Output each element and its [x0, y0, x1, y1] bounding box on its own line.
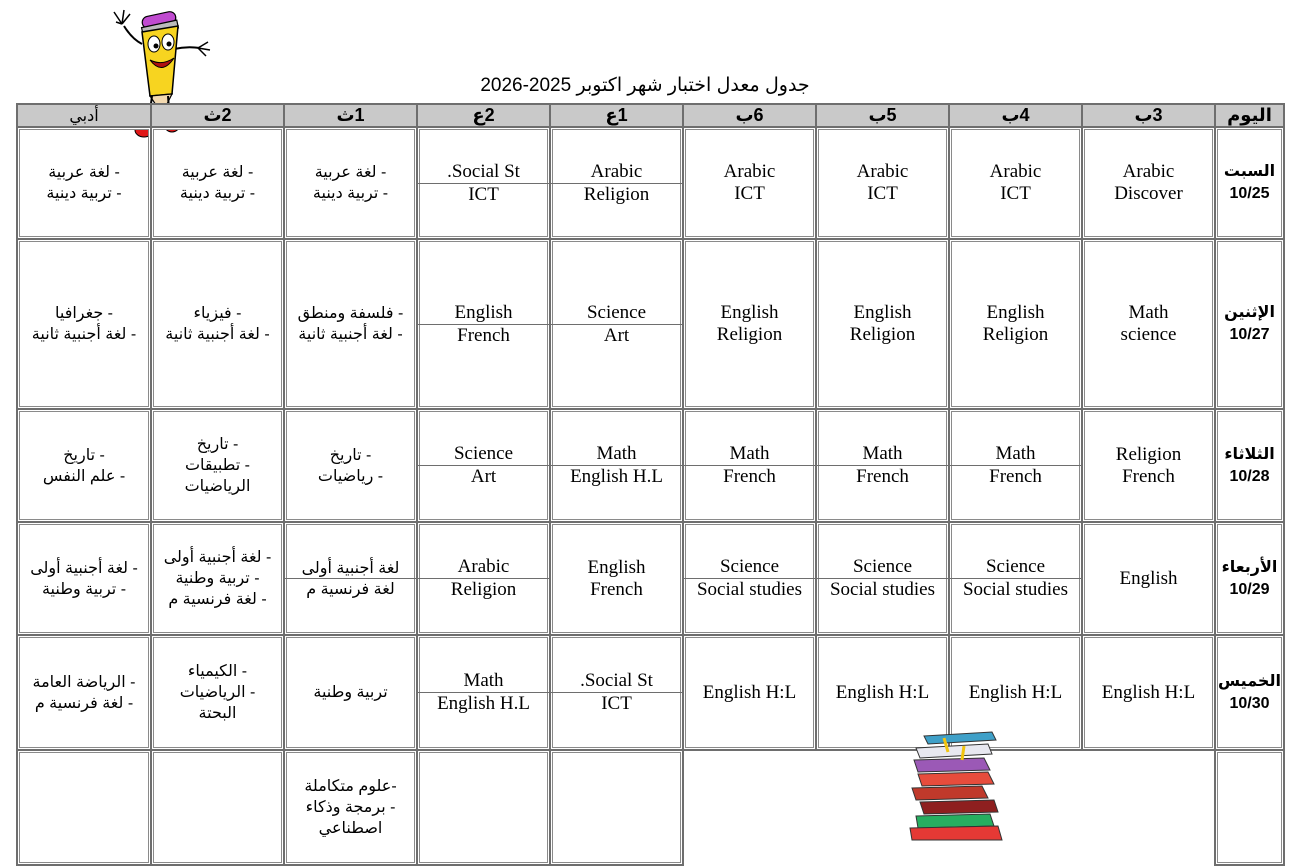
- subject: - لغة أجنبية ثانية: [298, 326, 403, 343]
- cell-1t: [284, 239, 417, 409]
- cell-6b: [683, 522, 816, 635]
- day-name: السبت: [1223, 163, 1276, 180]
- subject: ICT: [867, 183, 898, 204]
- cell-2t: [151, 409, 284, 522]
- subject: -علوم متكاملة: [304, 778, 397, 795]
- subject: Science: [684, 556, 815, 579]
- cell-1a: [550, 635, 683, 750]
- subject: Math: [817, 443, 948, 466]
- day-name: الإثنين: [1224, 304, 1275, 321]
- cell-2a: [417, 409, 550, 522]
- cell-1t: [284, 750, 417, 865]
- table-row: [17, 409, 1284, 522]
- subject: - رياضيات: [317, 467, 384, 485]
- subject: لغة فرنسية م: [306, 581, 395, 598]
- cell-1t: [284, 635, 417, 750]
- subject: - لغة فرنسية م: [168, 591, 267, 608]
- subject: Math: [551, 443, 682, 466]
- cell-3b: [1082, 239, 1215, 409]
- cell-5b: [816, 409, 949, 522]
- subject: Arabic: [1122, 161, 1175, 182]
- page-title: جدول معدل اختبار شهر اكتوبر 2025-2026: [480, 75, 810, 96]
- subject: - جغرافيا: [54, 305, 113, 322]
- cell-6b: [683, 409, 816, 522]
- subject: French: [457, 324, 510, 346]
- subject: - برمجة وذكاء: [305, 799, 396, 816]
- header-2a: 2ع: [417, 104, 550, 127]
- header-6b: 6ب: [683, 104, 816, 127]
- subject: Art: [603, 324, 630, 346]
- subject: French: [1122, 465, 1175, 487]
- cell-1a: [550, 750, 683, 865]
- subject: Arabic: [989, 161, 1042, 182]
- subject: Social studies: [696, 579, 803, 600]
- subject: - لغة فرنسية م: [34, 694, 134, 712]
- cell-adabi: [17, 635, 151, 750]
- table-row: [17, 239, 1284, 409]
- day-date: 10/25: [1229, 185, 1270, 202]
- cell-4b: [949, 127, 1082, 239]
- day-cell: [1215, 750, 1284, 865]
- subject: Science: [817, 556, 948, 579]
- subject: الرياضيات: [184, 478, 251, 495]
- day-cell: [1215, 239, 1284, 409]
- cell-3b: [1082, 522, 1215, 635]
- cell-4b: [949, 522, 1082, 635]
- subject: - لغة أجنبية ثانية: [31, 326, 137, 343]
- subject: Arabic: [723, 161, 776, 182]
- table-row: [17, 635, 1284, 750]
- cell-adabi: [17, 522, 151, 635]
- subject: البحتة: [198, 705, 237, 722]
- day-date: 10/29: [1229, 580, 1270, 598]
- subject: Math: [950, 443, 1081, 466]
- subject: Arabic: [856, 161, 909, 182]
- subject: لغة أجنبية أولى: [285, 558, 416, 579]
- subject: English: [1119, 567, 1178, 589]
- header-4b: 4ب: [949, 104, 1082, 127]
- table-row: [17, 127, 1284, 239]
- subject: ICT: [468, 183, 499, 205]
- cell-adabi: [17, 750, 151, 865]
- subject: - فيزياء: [193, 305, 242, 322]
- day-cell: [1215, 127, 1284, 239]
- subject: تربية وطنية: [313, 684, 388, 701]
- subject: ICT: [601, 693, 632, 714]
- cell-4b: [949, 409, 1082, 522]
- header-2t: 2ث: [151, 104, 284, 127]
- subject: Religion: [982, 324, 1049, 345]
- subject: - لغة أجنبية أولى: [30, 559, 138, 577]
- cell-2a: [417, 750, 550, 865]
- header-1t: 1ث: [284, 104, 417, 127]
- subject: Discover: [1114, 183, 1183, 204]
- header-row: [17, 104, 1284, 127]
- subject: - لغة عربية: [314, 164, 387, 181]
- subject: - تاريخ: [329, 446, 372, 464]
- subject: French: [989, 466, 1042, 487]
- subject: Religion: [583, 183, 650, 205]
- subject: Science: [418, 443, 549, 466]
- subject: - لغة عربية: [48, 164, 120, 181]
- cell-3b: [1082, 635, 1215, 750]
- cell-1a: [550, 127, 683, 239]
- cell-adabi: [17, 127, 151, 239]
- subject: - الرياضة العامة: [32, 673, 136, 691]
- exam-schedule-table: [16, 103, 1285, 866]
- subject: - تاريخ: [63, 446, 105, 464]
- subject: - تربية دينية: [179, 185, 256, 202]
- subject: English H:L: [702, 681, 797, 703]
- cell-1a: [550, 522, 683, 635]
- subject: Arabic: [551, 161, 682, 184]
- table-row: [17, 750, 1284, 865]
- subject: Social St.: [551, 670, 682, 693]
- subject: Science: [551, 302, 682, 325]
- subject: Social studies: [962, 579, 1069, 600]
- subject: English H.L: [570, 466, 663, 487]
- subject: Religion: [716, 324, 783, 345]
- subject: Religion: [1115, 443, 1182, 465]
- day-cell: [1215, 635, 1284, 750]
- day-name: الثلاثاء: [1224, 445, 1275, 463]
- subject: اصطناعي: [318, 820, 383, 837]
- subject: - الرياضيات: [179, 684, 256, 701]
- subject: English: [986, 302, 1045, 323]
- day-date: 10/28: [1229, 467, 1270, 485]
- subject: Math: [418, 670, 549, 693]
- subject: English: [720, 302, 779, 323]
- subject: Social studies: [829, 579, 936, 600]
- subject: science: [1120, 324, 1177, 345]
- subject: - تاريخ: [196, 436, 239, 453]
- cell-2t: [151, 127, 284, 239]
- subject: English: [587, 556, 646, 578]
- books-stack-icon: [904, 730, 1014, 842]
- cell-2t: [151, 635, 284, 750]
- subject: English H:L: [1101, 681, 1196, 703]
- subject: Religion: [849, 324, 916, 345]
- day-name: الأربعاء: [1221, 558, 1278, 576]
- subject: - تطبيقات: [184, 457, 251, 474]
- subject: - لغة عربية: [181, 164, 254, 181]
- subject: English H:L: [968, 681, 1063, 703]
- subject: French: [856, 466, 909, 487]
- cell-1a: [550, 239, 683, 409]
- subject: Social St.: [418, 161, 549, 184]
- cell-5b: [816, 522, 949, 635]
- cell-adabi: [17, 409, 151, 522]
- header-adabi: أدبي: [17, 104, 151, 127]
- day-name: الخميس: [1218, 672, 1281, 690]
- subject: - تربية وطنية: [175, 570, 260, 587]
- subject: Arabic: [418, 556, 549, 579]
- cell-6b: [683, 127, 816, 239]
- cell-2t: [151, 239, 284, 409]
- day-date: 10/30: [1229, 694, 1270, 712]
- subject: - الكيمياء: [187, 663, 248, 680]
- subject: Math: [684, 443, 815, 466]
- day-date: 10/27: [1229, 326, 1270, 343]
- subject: English H:L: [835, 681, 930, 703]
- cell-6b: [683, 239, 816, 409]
- subject: French: [590, 578, 643, 600]
- table-row: [17, 522, 1284, 635]
- subject: English: [418, 302, 549, 325]
- header-1a: 1ع: [550, 104, 683, 127]
- subject: - علم النفس: [42, 467, 126, 485]
- cell-2a: [417, 239, 550, 409]
- cell-1t: [284, 522, 417, 635]
- cell-3b: [1082, 127, 1215, 239]
- cell-2t: [151, 522, 284, 635]
- cell-1a: [550, 409, 683, 522]
- cell-2t: [151, 750, 284, 865]
- cell-1t: [284, 409, 417, 522]
- subject: - تربية وطنية: [41, 580, 127, 598]
- subject: - تربية دينية: [46, 185, 122, 202]
- day-cell: [1215, 522, 1284, 635]
- subject: English H.L: [437, 693, 530, 714]
- subject: - لغة أجنبية أولى: [163, 549, 272, 566]
- header-3b: 3ب: [1082, 104, 1215, 127]
- cell-5b: [816, 127, 949, 239]
- cell-4b: [949, 239, 1082, 409]
- cell-6b: [683, 635, 816, 750]
- cell-2a: [417, 635, 550, 750]
- subject: Religion: [450, 579, 517, 600]
- subject: - لغة أجنبية ثانية: [165, 326, 270, 343]
- subject: Math: [1128, 302, 1169, 323]
- cell-3b: [1082, 409, 1215, 522]
- subject: - تربية دينية: [312, 185, 389, 202]
- subject: English: [853, 302, 912, 323]
- cell-5b: [816, 239, 949, 409]
- cell-adabi: [17, 239, 151, 409]
- cell-2a: [417, 522, 550, 635]
- subject: - فلسفة ومنطق: [297, 305, 404, 322]
- subject: ICT: [734, 183, 765, 204]
- subject: Art: [470, 466, 497, 487]
- subject: Science: [950, 556, 1081, 579]
- subject: French: [723, 466, 776, 487]
- day-cell: [1215, 409, 1284, 522]
- header-5b: 5ب: [816, 104, 949, 127]
- subject: ICT: [1000, 183, 1031, 204]
- header-day: اليوم: [1215, 104, 1284, 127]
- cell-2a: [417, 127, 550, 239]
- cell-1t: [284, 127, 417, 239]
